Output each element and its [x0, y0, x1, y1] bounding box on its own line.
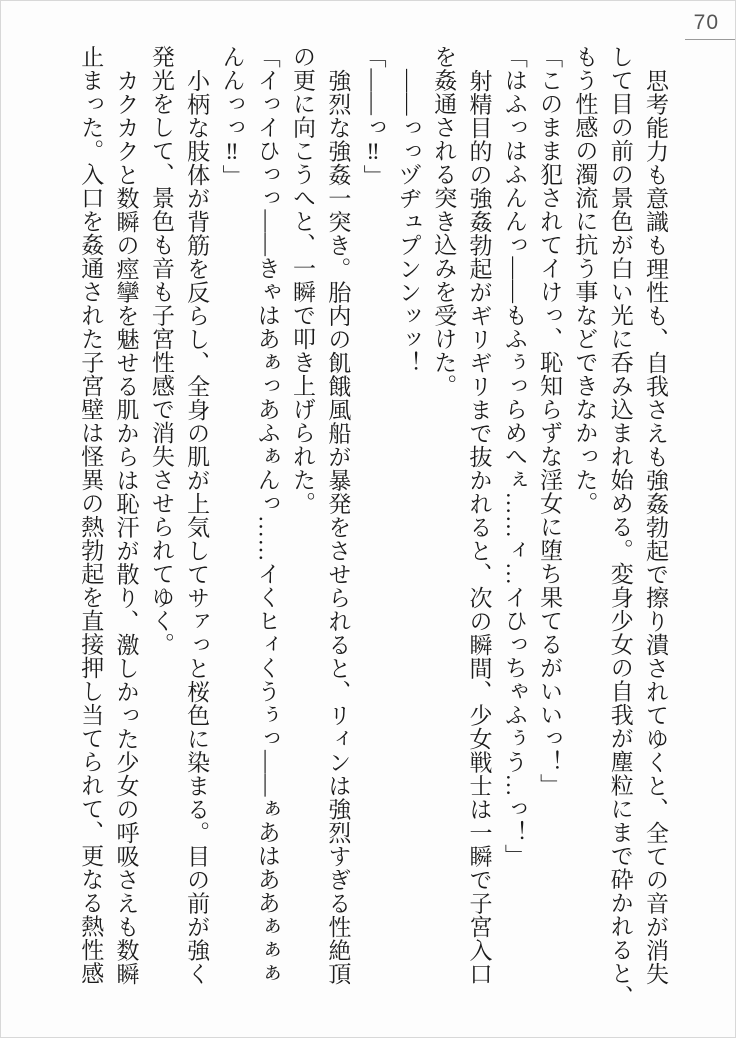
text-column: 「イっイひっっ――きゃはあぁっあふぁんっ……イくヒィくうぅっ――ぁあはああぁぁぁ [254, 45, 280, 985]
text-column: の更に向こうへと、一瞬で叩き上げられた。 [290, 45, 316, 515]
text-column: 「このまま犯されてイけっ、恥知らずな淫女に堕ち果てるがいいっ！」 [537, 45, 563, 797]
text-column: して目の前の景色が白い光に呑み込まれ始める。変身少女の自我が塵粒にまで砕かれると、 [607, 45, 633, 1009]
text-column: 「――っ‼」 [360, 45, 386, 188]
text-column: 止まった。入口を姦通された子宮壁は怪異の熱勃起を直接押し当てられて、更なる熱性感 [78, 45, 104, 985]
text-column: 射精目的の強姦勃起がギリギリまで抜かれると、次の瞬間、少女戦士は一瞬で子宮入口 [466, 68, 492, 985]
text-column: 「はふっはふんんっ――もふぅっらめへぇ……ィ…イひっちゃふぅう…っ！」 [501, 45, 527, 868]
text-column: カクカクと数瞬の痙攣を魅せる肌からは恥汗が散り、激しかった少女の呼吸さえも数瞬 [113, 68, 139, 985]
text-column: を姦通される突き込みを受けた。 [431, 45, 457, 398]
text-column: んんっっ‼」 [219, 45, 245, 188]
text-column: 小柄な肢体が背筋を反らし、全身の肌が上気してサァっと桜色に染まる。目の前が強く [184, 68, 210, 985]
text-column: 発光をして、景色も音も子宮性感で消失させられてゆく。 [148, 45, 174, 656]
text-column: もう性感の濁流に抗う事などできなかった。 [572, 45, 598, 515]
vertical-text-body [73, 45, 673, 1015]
page-number: 70 [693, 11, 719, 34]
text-column: 強烈な強姦一突き。胎内の飢餓風船が暴発をさせられると、リィンは強烈すぎる性絶頂 [325, 68, 351, 985]
text-column: 思考能力も意識も理性も、自我さえも強姦勃起で擦り潰されてゆくと、全ての音が消失 [643, 68, 668, 985]
text-column: ――っっヅヂュプンンッッ！ [395, 68, 421, 374]
page-number-rule [685, 39, 735, 40]
